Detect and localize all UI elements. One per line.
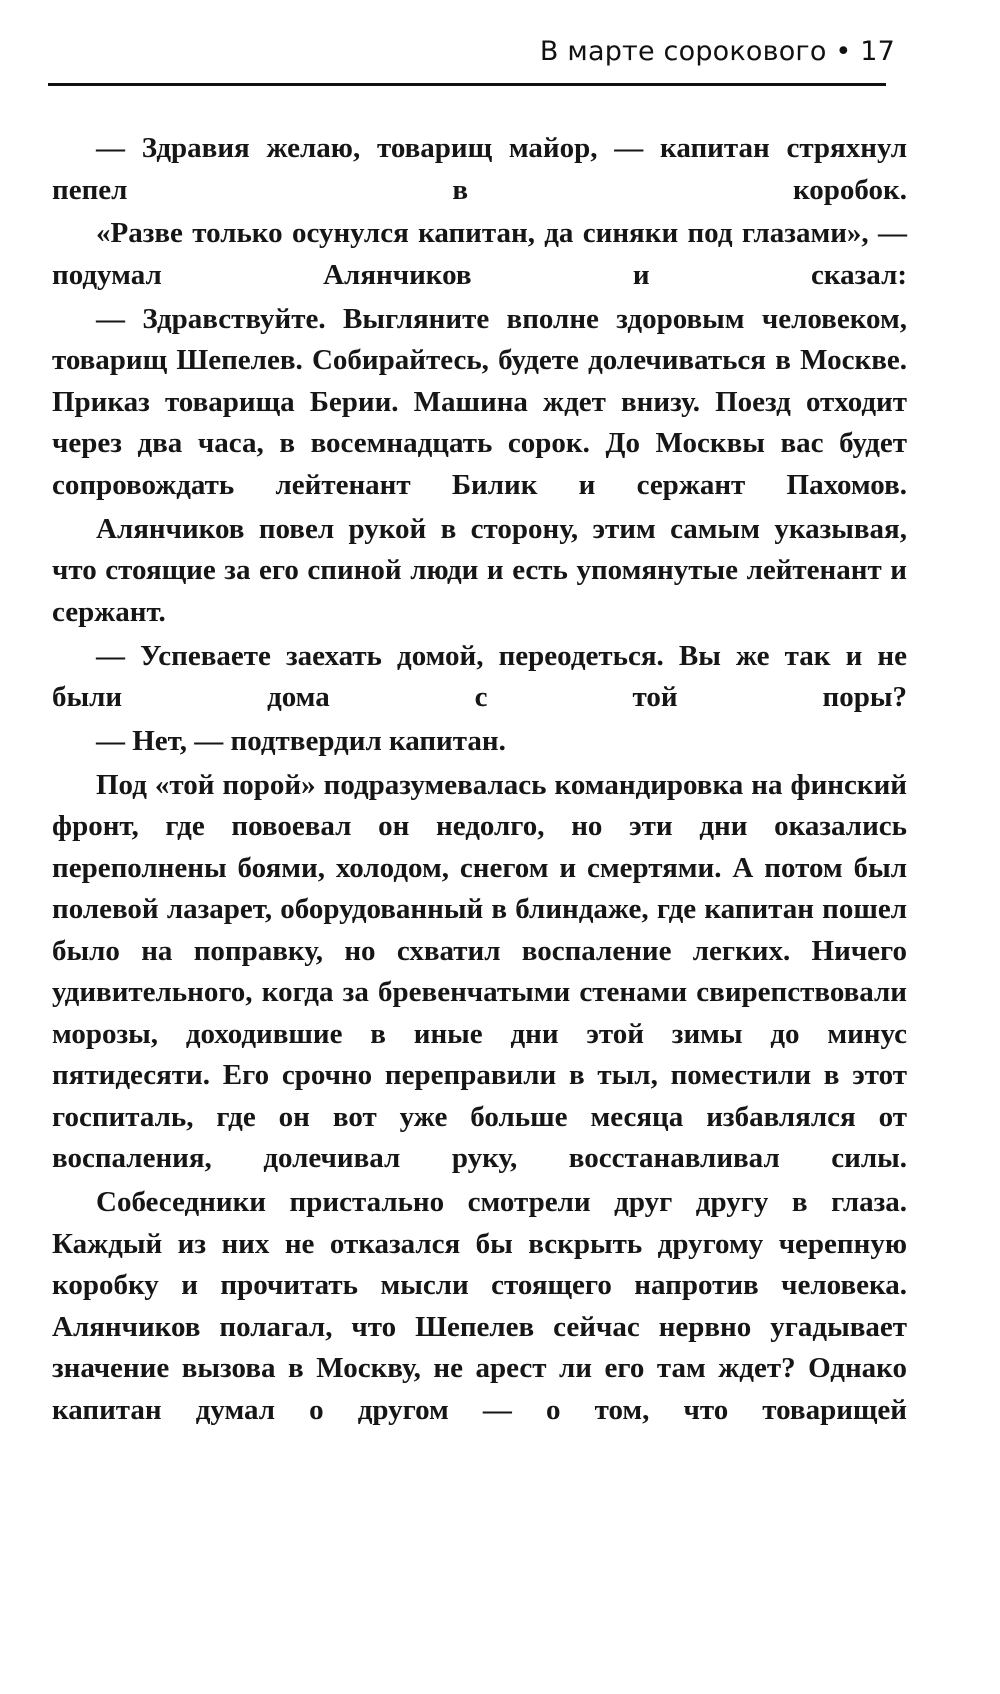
body-text bbox=[52, 128, 907, 1434]
running-head: В марте сорокового • 17 bbox=[539, 36, 895, 67]
paragraph-7: Под «той порой» подразумевалась командировка на финский фронт, где повоевал он недолго, но эти дни оказались переполнены боями, холодом, снегом и смертями. А потом был полевой лазарет, оборудованный в блиндаже, где капитан пошел было на поправку, но схватил воспаление легких. Ничего удивительного, когда за бревенчатыми стенами свирепствовали морозы, доходившие в иные дни этой зимы до минус пятидесяти. Его срочно переправили в тыл, поместили в этот госпиталь, где он вот уже больше месяца избавлялся от воспаления, долечивал руку, восстанавливал силы. bbox=[52, 768, 907, 1175]
paragraph-3: — Здравствуйте. Выгляните вполне здоровым человеком, товарищ Шепелев. Собирайтесь, будете долечиваться в Москве. Приказ товарища Берии. Машина ждет внизу. Поезд отходит через два часа, в восемнадцать сорок. До Москвы вас будет сопровождать лейтенант Билик и сержант Пахомов. bbox=[52, 302, 907, 501]
paragraph-4: Алянчиков повел рукой в сторону, этим самым указывая, что стоящие за его спиной люди и есть упомянутые лейтенант и сержант. bbox=[52, 512, 907, 628]
paragraph-6: — Нет, — подтвердил капитан. bbox=[96, 724, 506, 757]
paragraph-2: «Разве только осунулся капитан, да синяки под глазами», — подумал Алянчиков и сказал: bbox=[52, 217, 907, 291]
header-rule bbox=[48, 83, 886, 86]
paragraph-8: Собеседники пристально смотрели друг другу в глаза. Каждый из них не отказался бы вскрыть другому черепную коробку и прочитать мысли стоящего напротив человека. Алянчиков полагал, что Шепелев сейчас нервно угадывает значение вызова в Москву, не арест ли его там ждет? Однако капитан думал о другом — о том, что товарищей bbox=[52, 1186, 907, 1426]
paragraph-1: — Здравия желаю, товарищ майор, — капитан стряхнул пепел в коробок. bbox=[52, 132, 907, 206]
paragraph-5: — Успеваете заехать домой, переодеться. Вы же так и не были дома с той поры? bbox=[52, 639, 907, 714]
